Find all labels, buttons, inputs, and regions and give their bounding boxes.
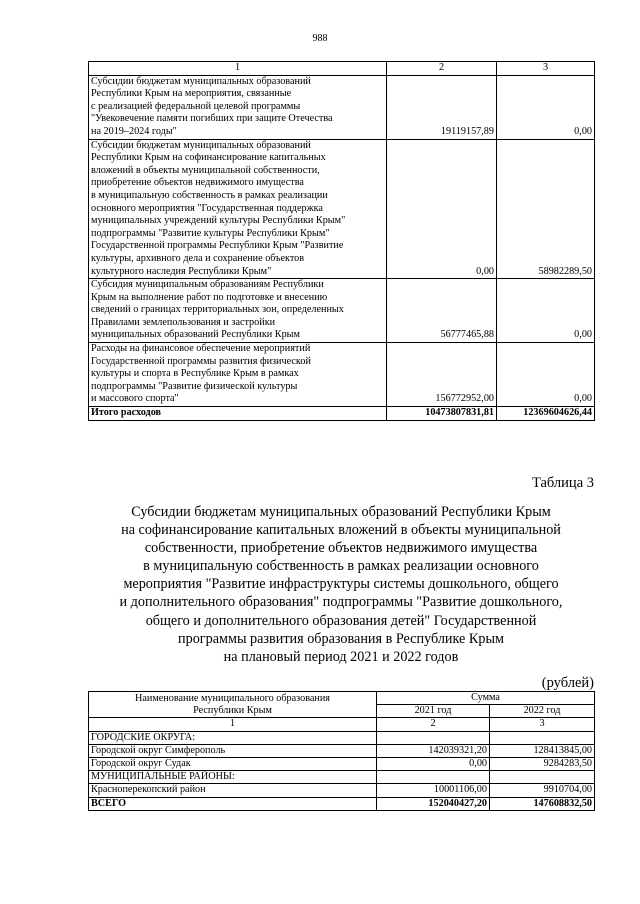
description-line: Субсидии бюджетам муниципальных образований [91,75,311,87]
header-cell: 2 [387,62,497,76]
description-line: приобретение объектов недвижимого имущества [91,177,304,189]
total-2022: 147608832,50 [490,797,595,810]
description-line: культуры, архивного дела и сохранение объектов [91,252,305,264]
total-label: ВСЕГО [89,797,377,810]
column-header-2022: 2022 год [490,705,595,718]
table-title [88,503,594,666]
value-cell: 0,00 [497,75,595,139]
value-2022 [490,771,595,784]
description-line: культурного наследия Республики Крым" [91,265,272,277]
total-value: 10473807831,81 [387,407,497,421]
title-line: программы развития образования в Республике Крым [178,630,504,647]
municipality-name: Красноперекопский район [89,784,377,797]
table-row [89,784,595,797]
row-description [89,75,387,139]
title-line: мероприятия "Развитие инфраструктуры системы дошкольного, общего [123,576,559,593]
header-line: Наименование муниципального образования [134,692,330,704]
description-line: Расходы на финансовое обеспечение мероприятий [91,343,311,355]
municipality-name: Городской округ Симферополь [89,744,377,757]
page-number: 988 [312,33,328,44]
column-number: 1 [89,718,377,731]
title-line: на плановый период 2021 и 2022 годов [223,648,459,665]
table-row [89,731,595,744]
description-line: Государственной программы Республики Крым "Развитие [91,240,344,252]
description-line: муниципальных учреждений культуры Республики Крым" [91,215,346,227]
description-line: подпрограммы "Развитие физической культуры [91,380,298,392]
municipality-name: Городской округ Судак [89,758,377,771]
description-line: подпрограммы "Развитие культуры Республики Крым" [91,227,330,239]
value-cell: 58982289,50 [497,139,595,279]
total-value: 12369604626,44 [497,407,595,421]
header-cell: 1 [89,62,387,76]
title-line: общего и дополнительного образования детей" Государственной [145,612,537,629]
table-row [89,744,595,757]
subsidy-table [88,691,595,811]
value-cell: 0,00 [497,343,595,407]
municipality-name: ГОРОДСКИЕ ОКРУГА: [89,731,377,744]
description-line: Правилами землепользования и застройки [91,316,276,328]
column-number: 3 [490,718,595,731]
description-line: Республики Крым на софинансирование капитальных [91,152,326,164]
description-line: вложений в объекты муниципальной собственности, [91,164,320,176]
table-row [89,758,595,771]
value-cell: 156772952,00 [387,343,497,407]
title-line: Субсидии бюджетам муниципальных образований Республики Крым [131,504,551,520]
title-line: собственности, приобретение объектов недвижимого имущества [144,540,538,557]
description-line: с реализацией федеральной целевой программы [91,100,301,112]
value-cell: 0,00 [497,279,595,343]
table-row [89,75,595,139]
row-description [89,279,387,343]
municipality-name: МУНИЦИПАЛЬНЫЕ РАЙОНЫ: [89,771,377,784]
value-cell: 0,00 [387,139,497,279]
value-2021: 142039321,20 [377,744,490,757]
description-line: основного мероприятия "Государственная поддержка [91,202,323,214]
value-2021: 0,00 [377,758,490,771]
table-row [89,139,595,279]
title-line: и дополнительного образования" подпрограммы "Развитие дошкольного, [119,594,563,611]
description-line: Государственной программы развития физической [91,355,311,367]
value-2022: 9284283,50 [490,758,595,771]
description-line: и массового спорта" [91,393,179,405]
total-row [89,407,595,421]
row-description [89,343,387,407]
table-row [89,771,595,784]
description-line: Субсидия муниципальным образованиям Республики [91,279,324,291]
description-line: "Увековечение памяти погибших при защите Отечества [91,113,333,125]
value-2022: 128413845,00 [490,744,595,757]
table-row [89,279,595,343]
value-2022: 9910704,00 [490,784,595,797]
description-line: муниципальных образований Республики Крым [91,329,300,341]
description-line: культуры и спорта в Республике Крым в рамках [91,368,299,380]
description-line: Крым на выполнение работ по подготовке и внесению [91,291,328,303]
table-header-row [89,62,595,76]
total-2021: 152040427,20 [377,797,490,810]
table-row [89,343,595,407]
header-line: Республики Крым [193,704,272,716]
total-row [89,797,595,810]
value-2021 [377,771,490,784]
row-description [89,139,387,279]
description-line: на 2019–2024 годы" [91,125,177,137]
title-line: в муниципальную собственность в рамках реализации основного [143,558,539,575]
description-line: сведений о границах территориальных зон, определенных [91,304,344,316]
value-cell: 19119157,89 [387,75,497,139]
description-line: Субсидии бюджетам муниципальных образований [91,139,311,151]
header-cell: 3 [497,62,595,76]
column-header-name [89,692,377,718]
column-header-2021: 2021 год [377,705,490,718]
table-header-row [89,692,595,705]
title-line: на софинансирование капитальных вложений в объекты муниципальной [121,522,561,539]
budget-table-continued [88,61,595,421]
value-cell: 56777465,88 [387,279,497,343]
column-number: 2 [377,718,490,731]
value-2022 [490,731,595,744]
description-line: Республики Крым на мероприятия, связанные [91,88,292,100]
value-2021 [377,731,490,744]
column-number-row [89,718,595,731]
total-label: Итого расходов [89,407,387,421]
currency-unit: (рублей) [541,675,594,691]
table-caption: Таблица 3 [531,475,594,491]
description-line: в муниципальную собственность в рамках реализации [91,189,328,201]
value-2021: 10001106,00 [377,784,490,797]
column-header-sum: Сумма [377,692,595,705]
